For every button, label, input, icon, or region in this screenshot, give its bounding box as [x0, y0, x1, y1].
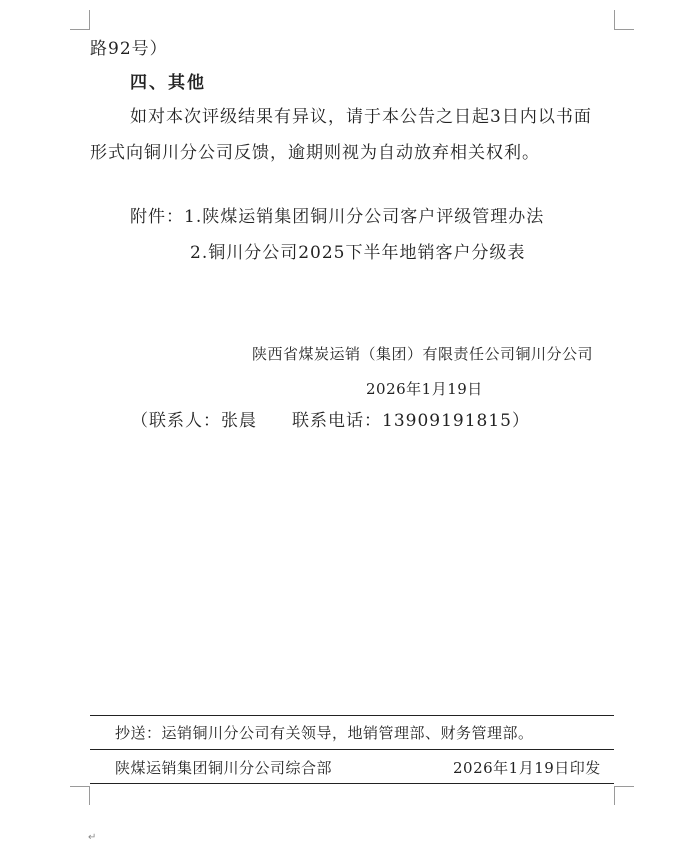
body-paragraph-line-1: 如对本次评级结果有异议，请于本公告之日起3日内以书面: [130, 107, 592, 127]
cc-list: 抄送：运销铜川分公司有关领导，地销管理部、财务管理部。: [115, 724, 534, 742]
attachment-item-2: 2.铜川分公司2025下半年地销客户分级表: [190, 243, 526, 263]
address-continuation: 路92号）: [90, 39, 168, 59]
attachment-item-1: 附件：1.陕煤运销集团铜川分公司客户评级管理办法: [130, 207, 545, 227]
footer-rule-middle: [90, 749, 614, 750]
body-paragraph-line-2: 形式向铜川分公司反馈，逾期则视为自动放弃相关权利。: [90, 143, 540, 163]
contact-phone: 联系电话：13909191815）: [292, 411, 530, 431]
print-date: 2026年1月19日印发: [453, 759, 601, 777]
crop-mark-bottom-left-horizontal: [70, 786, 90, 787]
crop-mark-bottom-right-vertical: [614, 786, 615, 805]
issuer-name: 陕西省煤炭运销（集团）有限责任公司铜川分公司: [252, 345, 594, 363]
section-heading: 四、其他: [130, 73, 206, 93]
crop-mark-top-left-horizontal: [70, 29, 90, 30]
contact-person: （联系人：张晨: [131, 411, 257, 431]
paragraph-mark-icon: ↵: [88, 832, 97, 843]
issuing-department: 陕煤运销集团铜川分公司综合部: [115, 759, 333, 777]
footer-rule-bottom: [90, 783, 614, 784]
footer-rule-top: [90, 715, 614, 716]
crop-mark-bottom-right-horizontal: [614, 786, 634, 787]
crop-mark-bottom-left-vertical: [89, 786, 90, 805]
crop-mark-top-right-horizontal: [614, 29, 634, 30]
crop-mark-top-right-vertical: [614, 10, 615, 29]
issue-date: 2026年1月19日: [366, 380, 483, 398]
crop-mark-top-left-vertical: [89, 10, 90, 29]
